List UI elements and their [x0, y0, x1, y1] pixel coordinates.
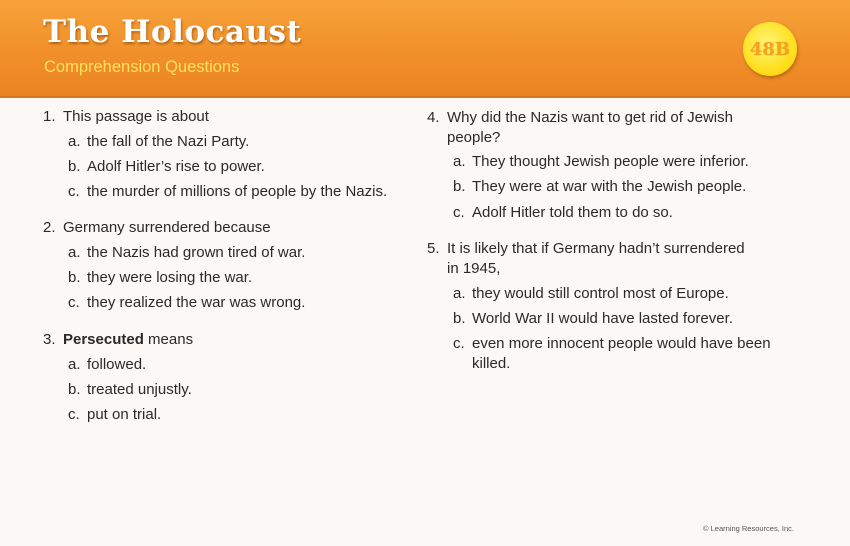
option-letter: b. — [453, 310, 466, 327]
header-banner — [0, 0, 850, 98]
option-text: the murder of millions of people by the Nazis. — [87, 183, 388, 200]
option-text: followed. — [87, 356, 147, 373]
card-number-badge — [743, 22, 797, 76]
page-subtitle: Comprehension Questions — [44, 58, 240, 76]
option-text-line-2: killed. — [472, 355, 511, 372]
option-text: World War II would have lasted forever. — [472, 310, 733, 327]
option-letter: a. — [68, 133, 81, 150]
question-stem-rest: means — [143, 331, 194, 348]
option-text: put on trial. — [87, 406, 162, 423]
question-number: 5. — [427, 240, 440, 257]
option-letter: a. — [453, 285, 466, 302]
option-letter: a. — [68, 244, 81, 261]
question-stem-line-2: in 1945, — [447, 260, 501, 277]
question-stem-line-1: It is likely that if Germany hadn’t surrendered — [447, 240, 745, 257]
option-letter: c. — [453, 335, 465, 352]
option-letter: b. — [68, 269, 81, 286]
option-text: they were losing the war. — [87, 269, 253, 286]
option-text: the Nazis had grown tired of war. — [87, 244, 306, 261]
question-number: 3. — [43, 331, 56, 348]
question-number: 2. — [43, 219, 56, 236]
question-stem: This passage is about — [63, 108, 209, 125]
option-letter: c. — [68, 406, 80, 423]
option-text: They were at war with the Jewish people. — [472, 178, 747, 195]
option-text: they realized the war was wrong. — [87, 294, 306, 311]
option-letter: c. — [453, 204, 465, 221]
question-number: 4. — [427, 109, 440, 126]
option-letter: b. — [453, 178, 466, 195]
page-title: The Holocaust — [43, 14, 302, 50]
option-text: treated unjustly. — [87, 381, 192, 398]
vocabulary-word: Persecuted — [63, 331, 144, 348]
question-stem — [63, 330, 193, 350]
option-text: Adolf Hitler’s rise to power. — [87, 158, 265, 175]
option-letter: c. — [68, 183, 80, 200]
question-number: 1. — [43, 108, 56, 125]
option-text-line-1: even more innocent people would have been — [472, 335, 771, 352]
option-letter: b. — [68, 381, 81, 398]
option-text: They thought Jewish people were inferior. — [472, 153, 749, 170]
card-number-label: 48B — [749, 38, 791, 60]
question-stem: Germany surrendered because — [63, 219, 271, 236]
option-text: the fall of the Nazi Party. — [87, 133, 250, 150]
option-text: they would still control most of Europe. — [472, 285, 729, 302]
copyright-notice: © Learning Resources, Inc. — [703, 524, 794, 533]
option-letter: c. — [68, 294, 80, 311]
question-stem-line-2: people? — [447, 129, 501, 146]
question-stem-line-1: Why did the Nazis want to get rid of Jewish — [447, 109, 733, 126]
option-letter: b. — [68, 158, 81, 175]
option-letter: a. — [453, 153, 466, 170]
option-text: Adolf Hitler told them to do so. — [472, 204, 673, 221]
option-letter: a. — [68, 356, 81, 373]
